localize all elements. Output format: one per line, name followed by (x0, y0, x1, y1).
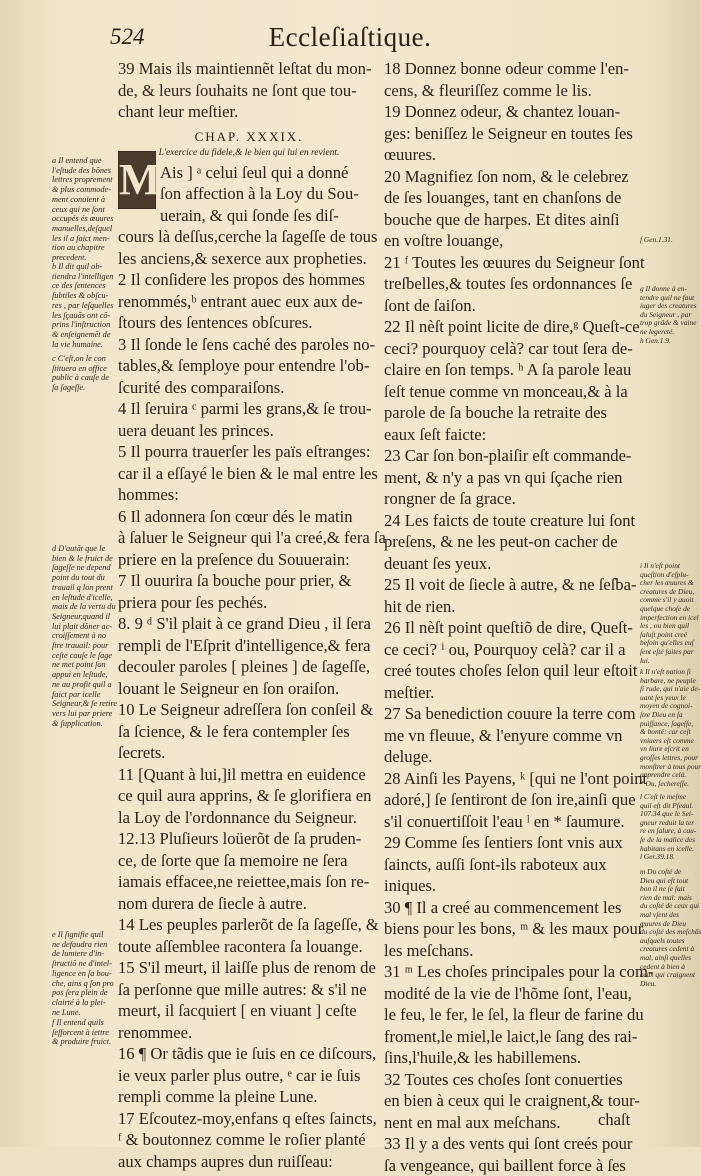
margin-note-line: bon il ne ſe fait (640, 885, 698, 894)
text-line: 29 Comme ſes ſentiers ſont vnis aux (384, 832, 638, 854)
margin-note-line: appui en leſtude, (52, 670, 118, 680)
margin-note-line: ſtituera en office (52, 364, 118, 374)
margin-note-line: ſi rude, qui n'aie de- (640, 685, 698, 694)
margin-note-line: & ſupplication. (52, 719, 118, 729)
text-line: adoré,] ſe ſentiront de ſon ire,ainſi que (384, 789, 638, 811)
margin-note-line: mais de la vertu du (52, 602, 118, 612)
margin-note-l (640, 793, 698, 862)
margin-note-line: Dieu qui eſt tout (640, 877, 698, 886)
margin-note-line: vniuers eſt comme (640, 737, 698, 746)
text-line: de ſes louanges, tant en chanſons de (384, 187, 638, 209)
margin-note-line: tion au chapitre (52, 243, 118, 253)
margin-note-line: ne au profit quil a (52, 680, 118, 690)
text-line: ce, de ſorte que ſa memoire ne ſera (118, 850, 380, 872)
text-line: ᶠ & boutonnez comme le roſier planté (118, 1129, 380, 1151)
margin-note-line: creatures de Dieu, (640, 588, 698, 597)
text-line: 22 Il nèſt point licite de dire,ᵍ Queſt-ce (384, 316, 638, 338)
margin-note-g-h (640, 285, 698, 345)
margin-note-line: & enſeignemẽt de (52, 330, 118, 340)
margin-note-line: ſtre Dieu en ſa (640, 711, 698, 720)
text-line: modité de la vie de l'hõme ſont, l'eau, (384, 983, 638, 1005)
text-line: 23 Car ſon bon-plaiſir eſt commande- (384, 445, 638, 467)
text-line: car il a eſſayé le bien & le mal entre les (118, 463, 380, 485)
text-line: rempli de l'Eſprit d'intelligence,& fera (118, 635, 380, 657)
margin-note-line: point du tout du (52, 573, 118, 583)
text-line: ſtours des ſentences obſcures. (118, 312, 380, 334)
text-line: treſbelles,& toutes ſes ordonnances ſe (384, 273, 638, 295)
margin-note-line: rien de mal: mais (640, 894, 698, 903)
text-line: 24 Les faicts de toute creature lui ſont (384, 510, 638, 532)
text-line: rempli comme la pleine Lune. (118, 1086, 380, 1108)
text-line: ie veux parler plus outre, ᵉ car ie ſuis (118, 1065, 380, 1087)
margin-note-line: m Du coſté de (640, 868, 698, 877)
margin-note-line: ment conuient à (52, 195, 118, 205)
text-line: ges: beniſſez le Seigneur en toutes ſes (384, 123, 638, 145)
text-line: la Loy de l'ordonnance du Seigneur. (118, 807, 380, 829)
margin-note-line: prins l'inſtruction (52, 320, 118, 330)
text-line: 2 Il conſidere les propos des hommes (118, 269, 380, 291)
text-line: 6 Il adonnera ſon cœur dés le matin (118, 506, 380, 528)
margin-note-line: ſa ſageſſe. (52, 383, 118, 393)
text-line: le feu, le fer, le ſel, la fleur de farine du (384, 1004, 638, 1026)
margin-note-line: f Il entend quils (52, 1018, 118, 1028)
margin-note-line: les , ou bien quil (640, 622, 698, 631)
margin-note-line: l Ger.39.18. (640, 853, 698, 862)
text-line: iniques. (384, 875, 638, 897)
margin-note-line: Seigneur,& ſe retire (52, 699, 118, 709)
text-line: louant le Seigneur en ſon oraiſon. (118, 678, 380, 700)
margin-note-a (52, 156, 118, 263)
margin-note-line: habitans en icelle. (640, 845, 698, 854)
margin-note-line: precedent. (52, 253, 118, 263)
text-line: tables,& ſemploye pour entendre l'ob- (118, 355, 380, 377)
text-line: froment,le miel,le laict,le ſang des rai- (384, 1026, 638, 1048)
margin-note-line: Dieu. (640, 980, 698, 989)
text-line: uera deuant les princes. (118, 420, 380, 442)
margin-note-line: manuelles,deſquel (52, 224, 118, 234)
margin-note-line: apprendre celà. (640, 771, 698, 780)
text-line: 5 Il pourra trauerſer les païs eſtranges: (118, 441, 380, 463)
text-line: ſins,l'huile,& les habillemens. (384, 1047, 638, 1069)
text-line: ſa perſonne que mille autres: & s'il ne (118, 979, 380, 1001)
margin-note-line: ſtre trauail: pour (52, 641, 118, 651)
margin-note-line: vers lui par priere (52, 709, 118, 719)
text-line: deuant ſes yeux. (384, 553, 638, 575)
text-line: cours là deſſus,cerche la ſageſſe de tous (118, 226, 380, 248)
margin-note-line: occupés és œuures (52, 214, 118, 224)
text-line: 33 Il y a des vents qui ſont creés pour (384, 1133, 638, 1155)
margin-note-line: faluſt point creé (640, 631, 698, 640)
text-line: ſaincts, auſſi ſont-ils raboteux aux (384, 854, 638, 876)
text-line: ce ceci? ⁱ ou, Pourquoy celà? car il a (384, 639, 638, 661)
text-line: me vn fleuue, & l'enyure comme vn (384, 725, 638, 747)
margin-note-m (640, 868, 698, 988)
text-line: ſeſt tenue comme vn monceau,& à la (384, 381, 638, 403)
margin-note-line: ſtructiõ ne d'intel- (52, 959, 118, 969)
text-line: priere en la preſence du Souuerain: (118, 549, 380, 571)
text-line: 11 [Quant à lui,]il mettra en euidence (118, 764, 380, 786)
margin-note-line: ne defaudra rien (52, 940, 118, 950)
margin-note-line: cedent à bien à (640, 963, 698, 972)
text-line: 30 ¶ Il a creé au commencement les (384, 897, 638, 919)
margin-note-line: groſſes lettres, pour (640, 754, 698, 763)
text-line: œuures. (384, 144, 638, 166)
margin-note-line: d D'autãt que le (52, 544, 118, 554)
text-line: 27 Sa benediction couure la terre com (384, 703, 638, 725)
margin-note-line: lui. (640, 657, 698, 666)
margin-note-line: creatures cedent à (640, 945, 698, 954)
text-line: en voſtre louange, (384, 230, 638, 252)
margin-note-line: lui plait dõner ac- (52, 622, 118, 632)
margin-note-line: les il a faict men- (52, 234, 118, 244)
text-line: 10 Le Seigneur adreſſera ſon conſeil & (118, 699, 380, 721)
text-line: toute aſſemblee racontera ſa louange. (118, 936, 380, 958)
text-line: meurt, il ſacquiert [ en viuant ] ceſte (118, 1000, 380, 1022)
margin-note-line: 107.34 que le Sei- (640, 810, 698, 819)
margin-note-line: g Il donne à en- (640, 285, 698, 294)
margin-note-line: Seigneur,quand il (52, 612, 118, 622)
text-line: 32 Toutes ces choſes ſont conuerties (384, 1069, 638, 1091)
text-line: 4 Il ſeruira ᶜ parmi les grans,& ſe trou- (118, 398, 380, 420)
margin-note-line: quelque choſe de (640, 605, 698, 614)
margin-note-line: uant ſes yeux le (640, 694, 698, 703)
margin-note-line: public à cauſe de (52, 373, 118, 383)
text-line: renommee. (118, 1022, 380, 1044)
margin-note-d (52, 544, 118, 728)
margin-note-gen-1-31 (640, 236, 698, 245)
text-line: ſon affection à la Loy du Sou- (118, 183, 380, 205)
margin-note-line: tiendra l'intelligen (52, 272, 118, 282)
text-line: 17 Eſcoutez-moy,enfans q eſtes ſaincts, (118, 1108, 380, 1130)
chapter-heading: CHAP. XXXIX. (118, 128, 380, 146)
margin-note-line: ceſte cauſe le ſage (52, 651, 118, 661)
margin-note-line: du coſté de ceux qui (640, 902, 698, 911)
text-line: uerain, & qui ſonde ſes diſ- (118, 205, 380, 227)
text-line: les anciens,& sexerce aux propheties. (118, 248, 380, 270)
margin-note-line: ligence en ſa bou- (52, 969, 118, 979)
text-line: meſtier. (384, 682, 638, 704)
margin-note-line: beſoin qu'elles euſ (640, 639, 698, 648)
text-line: ſa ſcience, & le fera contempler ſes (118, 721, 380, 743)
text-line: 18 Donnez bonne odeur comme l'en- (384, 58, 638, 80)
text-line: 7 Il ouurira ſa bouche pour prier, & (118, 570, 380, 592)
margin-note-line: pos ſera plein de (52, 988, 118, 998)
text-line: decouler paroles [ pleines ] de ſageſſe, (118, 656, 380, 678)
text-line: ſont de ſaiſon. (384, 295, 638, 317)
margin-note-line: trauail q lon prent (52, 583, 118, 593)
text-line: chant leur meſtier. (118, 101, 380, 123)
text-line: hit de rien. (384, 596, 638, 618)
text-line: 8. 9 ᵈ S'il plait à ce grand Dieu , il ſera (118, 613, 380, 635)
margin-note-line: & bonté: car ceſt (640, 728, 698, 737)
text-line: deluge. (384, 746, 638, 768)
margin-note-line: moyen de cognoi- (640, 702, 698, 711)
margin-note-line: ſubtiles & obſcu- (52, 291, 118, 301)
margin-note-line: en leſtude d'icelle, (52, 593, 118, 603)
margin-note-i (640, 562, 698, 665)
margin-note-b (52, 262, 118, 349)
margin-note-line: la vie humaine. (52, 340, 118, 350)
text-line: 26 Il nèſt point queſtiõ de dire, Queſt- (384, 617, 638, 639)
text-line: iamais effacee,ne reiettee,mais ſon re- (118, 871, 380, 893)
margin-note-line: c C'eſt,on le con (52, 354, 118, 364)
margin-note-line: faict par icelle (52, 690, 118, 700)
margin-note-line: croiſſement à no (52, 631, 118, 641)
text-line: Ais ] ᵃ celui ſeul qui a donné (118, 162, 380, 184)
right-text-column (384, 58, 638, 1176)
margin-note-line: monſtrer à tous pour (640, 763, 698, 772)
margin-note-line: ceux qui craignent (640, 971, 698, 980)
margin-note-line: ne legereté. (640, 328, 698, 337)
margin-note-line: ſe de la malice des (640, 836, 698, 845)
text-line: 25 Il voit de ſiecle à autre, & ne ſeſba- (384, 574, 638, 596)
margin-note-line: comme s'il y auoit (640, 596, 698, 605)
text-line: 3 Il ſonde le ſens caché des paroles no- (118, 334, 380, 356)
margin-note-line: h Gen.1.9. (640, 337, 698, 346)
text-line: 21 ᶠ Toutes les œuures du Seigneur ſont (384, 252, 638, 274)
margin-note-line: & plus commode- (52, 185, 118, 195)
margin-note-line: a Il entend que (52, 156, 118, 166)
text-line: à ſaluer le Seigneur qui l'a creé,& fera ſa (118, 527, 380, 549)
text-line: cens, & fleuriſſez comme le lis. (384, 80, 638, 102)
margin-note-line: les ſçauãs ont cõ- (52, 311, 118, 321)
margin-note-line: bien & le fruict de (52, 554, 118, 564)
margin-note-line: tendre quil ne faut (640, 294, 698, 303)
text-line: preſens, & ne les peut-on cacher de (384, 531, 638, 553)
text-line: 14 Les peuples parlerõt de ſa ſageſſe, & (118, 914, 380, 936)
margin-note-f (52, 1018, 118, 1047)
chapter-summary: L'exercice du fidele,& le bien qui lui en revient. (118, 146, 380, 160)
catchword: chaſt (598, 1110, 630, 1130)
text-line: bouche que de harpes. Et dites ainſi (384, 209, 638, 231)
margin-note-line: ne met point ſon (52, 660, 118, 670)
margin-note-line: barbare, ne peuple (640, 677, 698, 686)
margin-note-line: gneur reduit la ter (640, 819, 698, 828)
margin-note-line: quil eſt dit Pſeaul. (640, 802, 698, 811)
text-line: ce quil aura apprins, & ſe glorifiera en (118, 785, 380, 807)
margin-note-line: trop grãde & vaine (640, 319, 698, 328)
text-line: nom durera de ſiecle à autre. (118, 893, 380, 915)
margin-note-line: du coſté des meſchãs (640, 928, 698, 937)
text-line: de, & leurs ſouhaits ne ſont que tou- (118, 80, 380, 102)
margin-note-line: * Ou, ſechereſſe. (640, 780, 698, 789)
text-line: parole de ſa bouche la retraite des (384, 402, 638, 424)
margin-note-line: queſtion d'eſplu- (640, 571, 698, 580)
text-line: 12.13 Pluſieurs loüerõt de ſa pruden- (118, 828, 380, 850)
text-line: 20 Magnifiez ſon nom, & le celebrez (384, 166, 638, 188)
margin-note-line: du Seigneur , par (640, 311, 698, 320)
margin-note-line: l C'eſt le meſme (640, 793, 698, 802)
margin-note-line: i Il n'eſt point (640, 562, 698, 571)
drop-cap: M (118, 151, 156, 209)
text-line: les meſchans. (384, 940, 638, 962)
margin-note-line: e Il ſignifie quil (52, 930, 118, 940)
margin-note-line: iuger des creatures (640, 302, 698, 311)
margin-note-line: vn liure eſcrit en (640, 745, 698, 754)
text-line: 15 S'il meurt, il laiſſe plus de renom de (118, 957, 380, 979)
margin-note-line: k Il n'eſt nation ſi (640, 668, 698, 677)
text-line: creé toutes choſes ſelon quil leur eſtoit (384, 660, 638, 682)
margin-note-line: de lumiere d'in- (52, 949, 118, 959)
margin-note-line: lettres proprement (52, 175, 118, 185)
text-line: ſecrets. (118, 742, 380, 764)
margin-note-line: auſquels toutes (640, 937, 698, 946)
text-line: renommés,ᵇ entrant auec eux aux de- (118, 291, 380, 313)
margin-note-line: b Il dit quil ob- (52, 262, 118, 272)
margin-note-line: œuures de Dieu (640, 920, 698, 929)
text-line: nent en mal aux meſchans. (384, 1112, 638, 1134)
text-line: 19 Donnez odeur, & chantez louan- (384, 101, 638, 123)
margin-note-line: & produire fruict. (52, 1037, 118, 1047)
text-line: 31 ᵐ Les choſes principales pour la com- (384, 961, 638, 983)
text-line: 16 ¶ Or tãdis que ie ſuis en ce diſcours, (118, 1043, 380, 1065)
margin-note-line: che, ains q ſon pro (52, 979, 118, 989)
text-line: ceci? pourquoy celà? car tout ſera de- (384, 338, 638, 360)
text-line: 28 Ainſi les Payens, ᵏ [qui ne l'ont point (384, 768, 638, 790)
margin-note-line: clairté à la plei- (52, 998, 118, 1008)
margin-note-e (52, 930, 118, 1017)
text-line: hommes: (118, 484, 380, 506)
margin-note-line: ſeſforcent à iettre (52, 1028, 118, 1038)
margin-note-k (640, 668, 698, 788)
running-title: Eccleſiaſtique. (0, 22, 700, 53)
text-line: ſcurité des comparaiſons. (118, 377, 380, 399)
margin-note-line: puiſſance, ſageſſe, (640, 720, 698, 729)
text-line: 39 Mais ils maintiennẽt leſtat du mon- (118, 58, 380, 80)
text-line: priera pour ſes pechés. (118, 592, 380, 614)
margin-note-c (52, 354, 118, 393)
margin-note-line: imperfection en icel (640, 614, 698, 623)
text-line: s'il conuertiſſoit l'eau ˡ en * ſaumure. (384, 811, 638, 833)
text-line: claire en ſon temps. ʰ A ſa parole leau (384, 359, 638, 381)
margin-note-line: ceux qui ne ſont (52, 205, 118, 215)
margin-note-line: mal vſent des (640, 911, 698, 920)
page-number: 524 (110, 24, 145, 50)
margin-note-line: ce des ſentences (52, 281, 118, 291)
text-line: biens pour les bons, ᵐ & les maux pour (384, 918, 638, 940)
margin-note-line: cher les œuures & (640, 579, 698, 588)
margin-note-line: ſageſſe ne depend (52, 563, 118, 573)
text-line: en bien à ceux qui le craignent,& tour- (384, 1090, 638, 1112)
text-line: ſa vengeance, qui baillent force à ſes (384, 1155, 638, 1176)
text-line: ment, & n'y a pas vn qui ſçache rien (384, 467, 638, 489)
margin-note-line: mal, ainſi quelles (640, 954, 698, 963)
margin-note-line: ſent eſté faites par (640, 648, 698, 657)
text-line: rongner de ſa grace. (384, 488, 638, 510)
left-text-column (118, 58, 380, 1172)
margin-note-line: f Gen.1.31. (640, 236, 698, 245)
margin-note-line: ne Lune. (52, 1008, 118, 1018)
text-line: aux champs aupres dun ruiſſeau: (118, 1151, 380, 1173)
margin-note-line: l'eſtude des bõnes (52, 166, 118, 176)
text-line: eaux ſeſt faicte: (384, 424, 638, 446)
margin-note-line: re en ſalure, à cau- (640, 827, 698, 836)
margin-note-line: res , par leſquelles (52, 301, 118, 311)
